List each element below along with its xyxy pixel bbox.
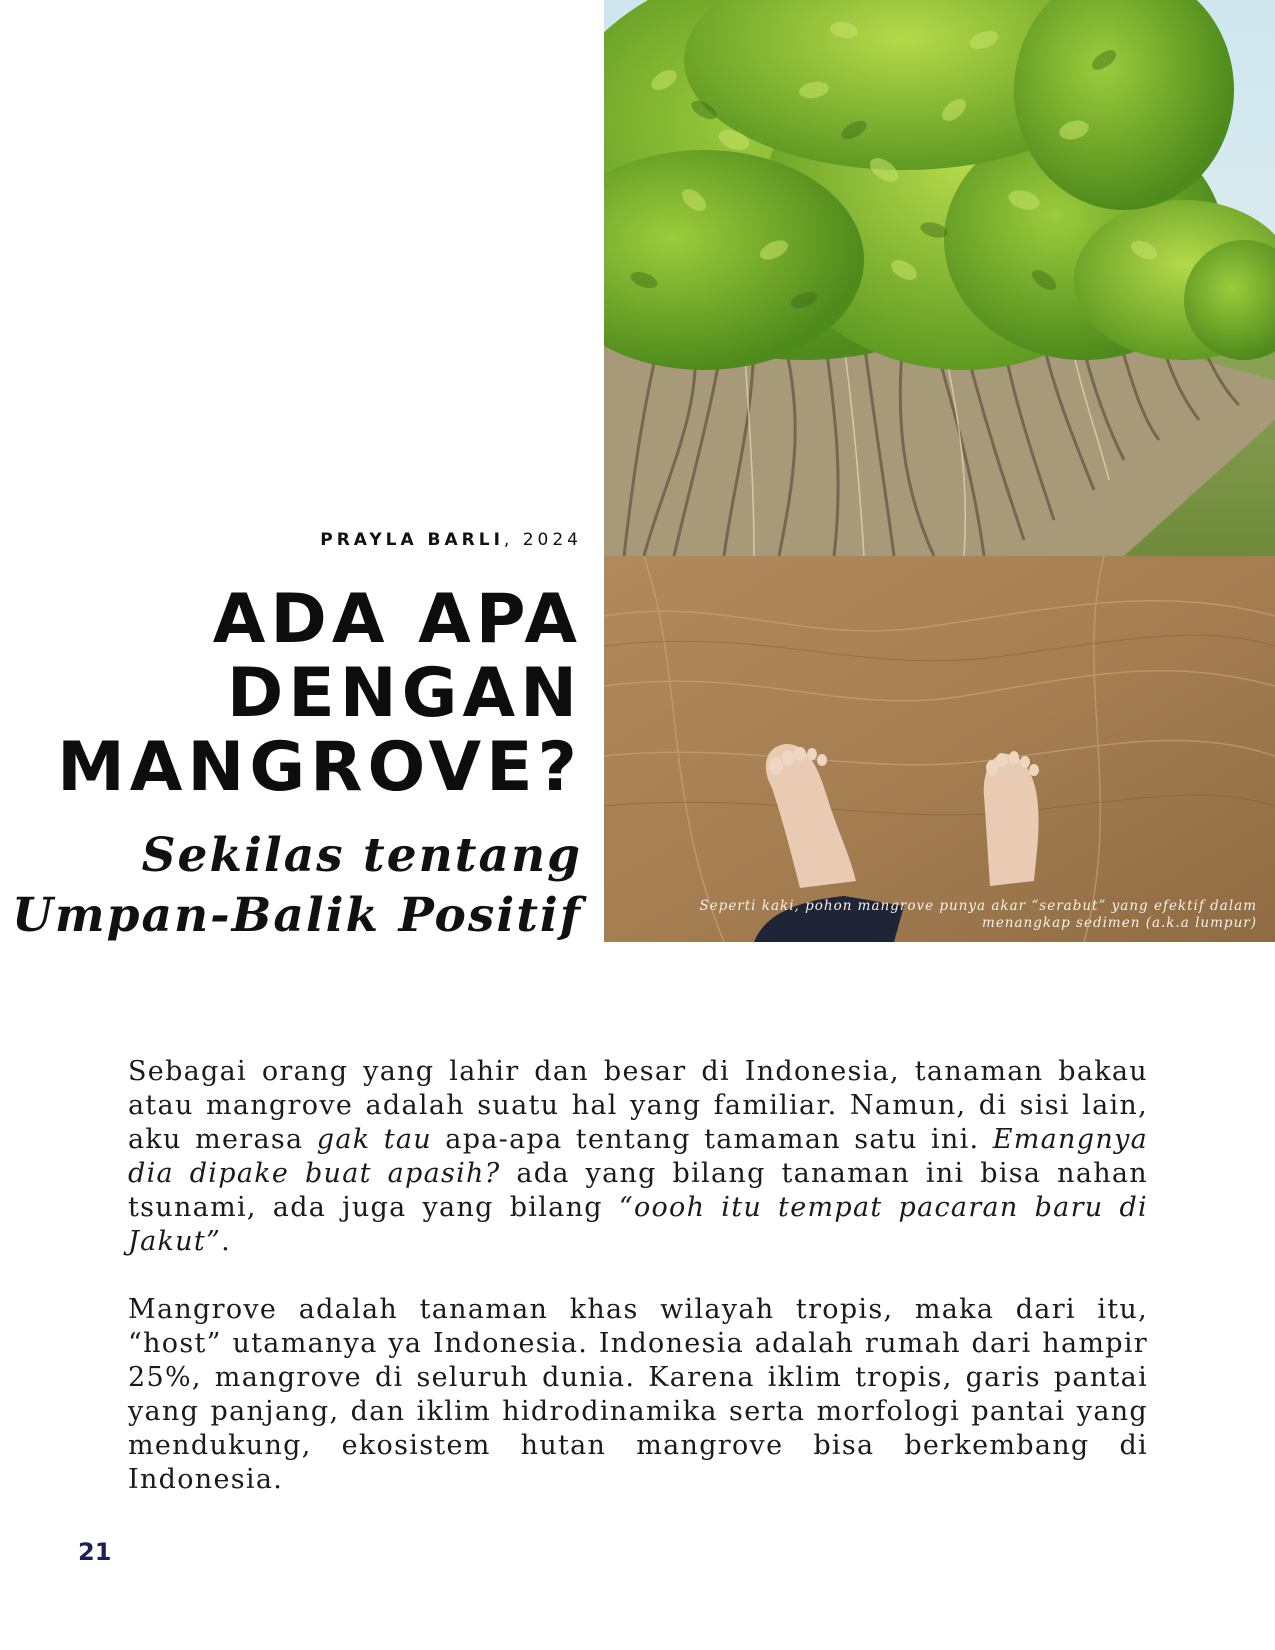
- paragraph-2: Mangrove adalah tanaman khas wilayah tropis, maka dari itu, “host” utamanya ya Indonesia. Indonesia adalah rumah dari hampir 25%, mangrove di seluruh dunia. Karena iklim tropis, garis pantai yang panjang, dan iklim hidrodinamika serta morfologi pantai yang mendukung, ekosistem hutan mangrove bisa berkembang di Indonesia.: [128, 1294, 1148, 1495]
- byline-year: , 2024: [503, 530, 582, 550]
- photo-caption: [637, 898, 1257, 932]
- paragraph-1-text-a: Sebagai orang yang lahir dan besar di Indonesia, tanaman bakau atau mangrove adalah suatu hal yang familiar. Namun, di sisi lain, aku merasa: [128, 1056, 1148, 1155]
- feet-in-mud-photo: [604, 556, 1275, 942]
- subtitle-line-2: Umpan-Balik Positif: [11, 888, 582, 943]
- subtitle-line-1: Sekilas tentang: [141, 828, 582, 883]
- article-body: [128, 1055, 1148, 1531]
- paragraph-1-emphasis-b: Emangnya dia dipake buat apasih?: [128, 1124, 1148, 1189]
- paragraph-1-text-b: apa-apa tentang tamaman satu ini.: [431, 1124, 993, 1155]
- page-number: 21: [78, 1538, 112, 1566]
- mangrove-trees-photo: [604, 0, 1275, 556]
- paragraph-1-emphasis-c: “oooh itu tempat pacaran baru di Jakut”: [128, 1192, 1148, 1257]
- byline: [320, 530, 582, 550]
- paragraph-1-text-c: ada yang bilang tanaman ini bisa nahan tsunami, ada juga yang bilang: [128, 1158, 1148, 1223]
- title-line-3: MANGROVE?: [57, 728, 582, 807]
- title-line-2: DENGAN: [226, 654, 582, 733]
- caption-line-2: menangkap sedimen (a.k.a lumpur): [982, 915, 1257, 931]
- caption-line-1: Seperti kaki, pohon mangrove punya akar “serabut” yang efektif dalam: [699, 898, 1257, 914]
- article-subtitle: [12, 826, 582, 946]
- paragraph-1: [128, 1055, 1148, 1259]
- author-name: PRAYLA BARLI: [320, 530, 504, 550]
- title-line-1: ADA APA: [212, 580, 582, 659]
- paragraph-1-emphasis-a: gak tau: [316, 1124, 432, 1155]
- paragraph-1-text-d: .: [221, 1226, 232, 1257]
- article-title: [57, 580, 582, 807]
